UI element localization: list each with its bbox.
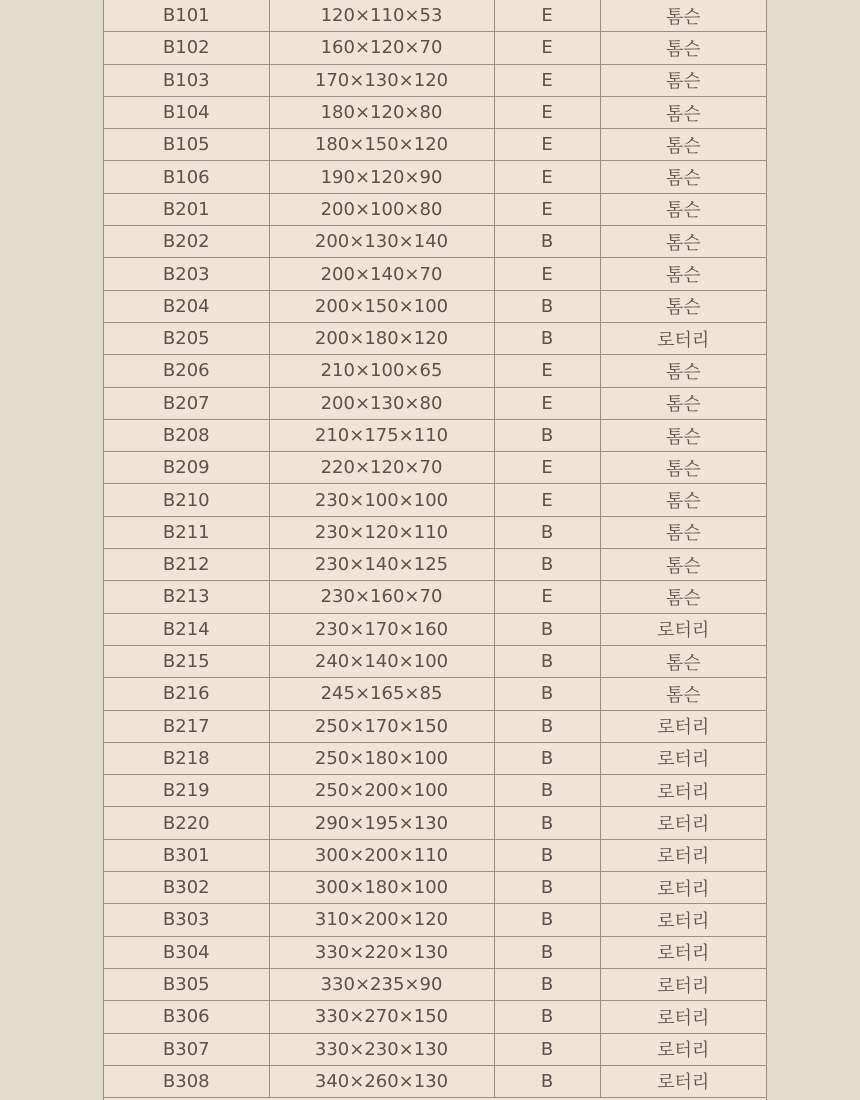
flute-type-cell: E <box>494 355 600 387</box>
table-row <box>104 452 766 484</box>
model-code-cell: B102 <box>104 32 269 64</box>
flute-type-cell: E <box>494 64 600 96</box>
dimensions-cell: 250×200×100 <box>269 775 494 807</box>
table-row <box>104 355 766 387</box>
model-code-cell: B302 <box>104 872 269 904</box>
model-code-cell: B304 <box>104 936 269 968</box>
model-code-cell: B204 <box>104 290 269 322</box>
dimensions-cell: 230×120×110 <box>269 516 494 548</box>
table-row <box>104 193 766 225</box>
table-row <box>104 1033 766 1065</box>
model-code-cell: B216 <box>104 678 269 710</box>
dimensions-cell: 330×230×130 <box>269 1033 494 1065</box>
cutting-method-cell: 로터리 <box>600 839 766 871</box>
flute-type-cell: B <box>494 1001 600 1033</box>
table-row <box>104 839 766 871</box>
flute-type-cell: B <box>494 742 600 774</box>
cutting-method-cell: 로터리 <box>600 807 766 839</box>
dimensions-cell: 180×150×120 <box>269 129 494 161</box>
box-spec-table <box>104 0 766 1098</box>
dimensions-cell: 200×130×80 <box>269 387 494 419</box>
table-row <box>104 484 766 516</box>
flute-type-cell: E <box>494 0 600 32</box>
model-code-cell: B206 <box>104 355 269 387</box>
cutting-method-cell: 톰슨 <box>600 419 766 451</box>
table-row <box>104 968 766 1000</box>
model-code-cell: B201 <box>104 193 269 225</box>
cutting-method-cell: 톰슨 <box>600 258 766 290</box>
model-code-cell: B106 <box>104 161 269 193</box>
table-row <box>104 1001 766 1033</box>
cutting-method-cell: 톰슨 <box>600 581 766 613</box>
flute-type-cell: B <box>494 839 600 871</box>
cutting-method-cell: 톰슨 <box>600 290 766 322</box>
model-code-cell: B219 <box>104 775 269 807</box>
dimensions-cell: 160×120×70 <box>269 32 494 64</box>
cutting-method-cell: 톰슨 <box>600 645 766 677</box>
model-code-cell: B212 <box>104 549 269 581</box>
cutting-method-cell: 로터리 <box>600 742 766 774</box>
flute-type-cell: B <box>494 1065 600 1097</box>
model-code-cell: B220 <box>104 807 269 839</box>
table-body <box>104 0 766 1098</box>
dimensions-cell: 310×200×120 <box>269 904 494 936</box>
table-row <box>104 936 766 968</box>
flute-type-cell: B <box>494 710 600 742</box>
model-code-cell: B307 <box>104 1033 269 1065</box>
dimensions-cell: 170×130×120 <box>269 64 494 96</box>
model-code-cell: B209 <box>104 452 269 484</box>
model-code-cell: B303 <box>104 904 269 936</box>
dimensions-cell: 300×180×100 <box>269 872 494 904</box>
flute-type-cell: E <box>494 193 600 225</box>
flute-type-cell: B <box>494 807 600 839</box>
cutting-method-cell: 로터리 <box>600 1065 766 1097</box>
table-row <box>104 161 766 193</box>
flute-type-cell: B <box>494 322 600 354</box>
table-row <box>104 742 766 774</box>
cutting-method-cell: 톰슨 <box>600 549 766 581</box>
cutting-method-cell: 톰슨 <box>600 452 766 484</box>
cutting-method-cell: 로터리 <box>600 936 766 968</box>
cutting-method-cell: 톰슨 <box>600 678 766 710</box>
table-row <box>104 581 766 613</box>
table-row <box>104 129 766 161</box>
table-row <box>104 387 766 419</box>
flute-type-cell: B <box>494 1033 600 1065</box>
flute-type-cell: B <box>494 419 600 451</box>
flute-type-cell: B <box>494 549 600 581</box>
flute-type-cell: B <box>494 226 600 258</box>
dimensions-cell: 340×260×130 <box>269 1065 494 1097</box>
cutting-method-cell: 로터리 <box>600 322 766 354</box>
box-spec-sheet <box>103 0 767 1100</box>
flute-type-cell: E <box>494 32 600 64</box>
table-row <box>104 549 766 581</box>
cutting-method-cell: 톰슨 <box>600 387 766 419</box>
table-row <box>104 807 766 839</box>
model-code-cell: B203 <box>104 258 269 290</box>
table-row <box>104 258 766 290</box>
dimensions-cell: 330×270×150 <box>269 1001 494 1033</box>
dimensions-cell: 290×195×130 <box>269 807 494 839</box>
dimensions-cell: 190×120×90 <box>269 161 494 193</box>
dimensions-cell: 200×100×80 <box>269 193 494 225</box>
cutting-method-cell: 로터리 <box>600 968 766 1000</box>
flute-type-cell: B <box>494 904 600 936</box>
table-row <box>104 678 766 710</box>
table-row <box>104 904 766 936</box>
flute-type-cell: B <box>494 968 600 1000</box>
flute-type-cell: E <box>494 484 600 516</box>
dimensions-cell: 250×170×150 <box>269 710 494 742</box>
dimensions-cell: 210×175×110 <box>269 419 494 451</box>
dimensions-cell: 240×140×100 <box>269 645 494 677</box>
dimensions-cell: 230×160×70 <box>269 581 494 613</box>
table-row <box>104 645 766 677</box>
cutting-method-cell: 톰슨 <box>600 516 766 548</box>
cutting-method-cell: 톰슨 <box>600 161 766 193</box>
cutting-method-cell: 로터리 <box>600 904 766 936</box>
model-code-cell: B308 <box>104 1065 269 1097</box>
cutting-method-cell: 로터리 <box>600 775 766 807</box>
cutting-method-cell: 톰슨 <box>600 96 766 128</box>
flute-type-cell: B <box>494 645 600 677</box>
dimensions-cell: 200×150×100 <box>269 290 494 322</box>
model-code-cell: B101 <box>104 0 269 32</box>
dimensions-cell: 210×100×65 <box>269 355 494 387</box>
flute-type-cell: E <box>494 452 600 484</box>
cutting-method-cell: 로터리 <box>600 710 766 742</box>
flute-type-cell: B <box>494 775 600 807</box>
model-code-cell: B205 <box>104 322 269 354</box>
table-row <box>104 1065 766 1097</box>
model-code-cell: B104 <box>104 96 269 128</box>
dimensions-cell: 180×120×80 <box>269 96 494 128</box>
flute-type-cell: E <box>494 129 600 161</box>
flute-type-cell: E <box>494 387 600 419</box>
model-code-cell: B306 <box>104 1001 269 1033</box>
model-code-cell: B202 <box>104 226 269 258</box>
cutting-method-cell: 톰슨 <box>600 226 766 258</box>
dimensions-cell: 200×130×140 <box>269 226 494 258</box>
dimensions-cell: 120×110×53 <box>269 0 494 32</box>
dimensions-cell: 200×140×70 <box>269 258 494 290</box>
table-row <box>104 226 766 258</box>
flute-type-cell: B <box>494 872 600 904</box>
flute-type-cell: B <box>494 516 600 548</box>
cutting-method-cell: 톰슨 <box>600 484 766 516</box>
table-row <box>104 419 766 451</box>
flute-type-cell: B <box>494 678 600 710</box>
model-code-cell: B213 <box>104 581 269 613</box>
table-row <box>104 613 766 645</box>
flute-type-cell: E <box>494 581 600 613</box>
table-row <box>104 96 766 128</box>
model-code-cell: B210 <box>104 484 269 516</box>
flute-type-cell: E <box>494 96 600 128</box>
flute-type-cell: B <box>494 613 600 645</box>
model-code-cell: B305 <box>104 968 269 1000</box>
model-code-cell: B218 <box>104 742 269 774</box>
flute-type-cell: B <box>494 290 600 322</box>
model-code-cell: B207 <box>104 387 269 419</box>
dimensions-cell: 200×180×120 <box>269 322 494 354</box>
table-row <box>104 710 766 742</box>
model-code-cell: B301 <box>104 839 269 871</box>
table-row <box>104 775 766 807</box>
table-row <box>104 290 766 322</box>
cutting-method-cell: 로터리 <box>600 872 766 904</box>
model-code-cell: B208 <box>104 419 269 451</box>
flute-type-cell: E <box>494 258 600 290</box>
model-code-cell: B217 <box>104 710 269 742</box>
dimensions-cell: 330×220×130 <box>269 936 494 968</box>
table-row <box>104 322 766 354</box>
cutting-method-cell: 로터리 <box>600 1033 766 1065</box>
dimensions-cell: 245×165×85 <box>269 678 494 710</box>
cutting-method-cell: 톰슨 <box>600 0 766 32</box>
table-row <box>104 64 766 96</box>
cutting-method-cell: 톰슨 <box>600 64 766 96</box>
flute-type-cell: B <box>494 936 600 968</box>
flute-type-cell: E <box>494 161 600 193</box>
model-code-cell: B105 <box>104 129 269 161</box>
model-code-cell: B211 <box>104 516 269 548</box>
dimensions-cell: 230×140×125 <box>269 549 494 581</box>
table-row <box>104 0 766 32</box>
cutting-method-cell: 톰슨 <box>600 129 766 161</box>
dimensions-cell: 220×120×70 <box>269 452 494 484</box>
table-row <box>104 32 766 64</box>
cutting-method-cell: 톰슨 <box>600 355 766 387</box>
cutting-method-cell: 톰슨 <box>600 32 766 64</box>
model-code-cell: B214 <box>104 613 269 645</box>
dimensions-cell: 330×235×90 <box>269 968 494 1000</box>
table-row <box>104 872 766 904</box>
table-row <box>104 516 766 548</box>
dimensions-cell: 230×170×160 <box>269 613 494 645</box>
dimensions-cell: 300×200×110 <box>269 839 494 871</box>
cutting-method-cell: 로터리 <box>600 613 766 645</box>
model-code-cell: B103 <box>104 64 269 96</box>
dimensions-cell: 250×180×100 <box>269 742 494 774</box>
dimensions-cell: 230×100×100 <box>269 484 494 516</box>
cutting-method-cell: 로터리 <box>600 1001 766 1033</box>
cutting-method-cell: 톰슨 <box>600 193 766 225</box>
model-code-cell: B215 <box>104 645 269 677</box>
